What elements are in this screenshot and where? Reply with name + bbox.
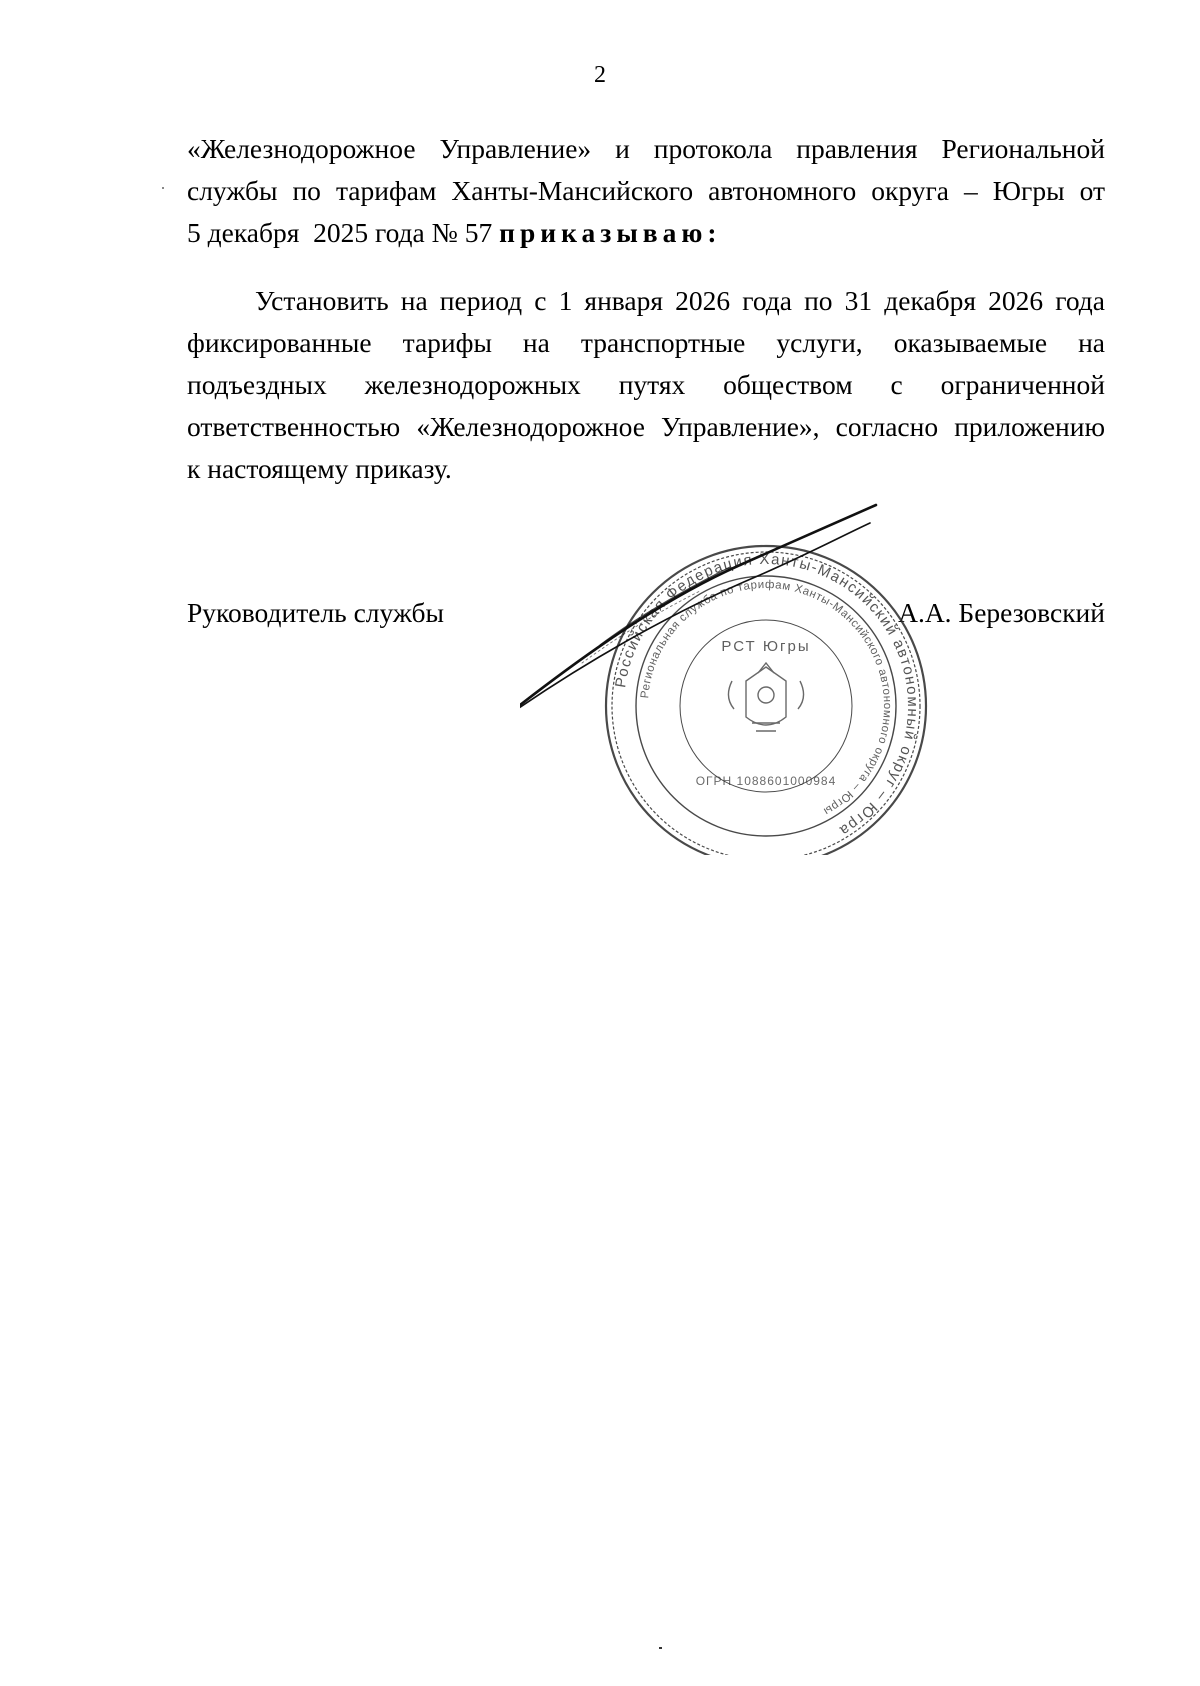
seal-ogrn-text: ОГРН 1088601000984 bbox=[695, 774, 837, 788]
seal-center-text: РСТ Югры bbox=[721, 638, 811, 655]
paragraph-line: к настоящему приказу. bbox=[187, 453, 452, 484]
page-number: 2 bbox=[594, 62, 606, 88]
paragraph-line: «Железнодорожное Управление» и протокола правления Региональной bbox=[187, 133, 1105, 164]
order-keyword: приказываю: bbox=[499, 217, 722, 248]
paragraph-line: подъездных железнодорожных путях обществом с ограниченной bbox=[187, 369, 1105, 400]
paragraph-line bbox=[187, 212, 1105, 254]
page-dot bbox=[659, 1647, 662, 1649]
paragraph-line: службы по тарифам Ханты-Мансийского автономного округа – Югры от bbox=[187, 175, 1105, 206]
handwritten-signature bbox=[520, 505, 876, 727]
seal-inner-text: Региональная служба по тарифам Ханты-Мансийского автономного округа – Югры bbox=[639, 578, 894, 818]
paragraph-line: ответственностью «Железнодорожное Управление», согласно приложению bbox=[187, 411, 1105, 442]
paragraph-preamble bbox=[187, 128, 1105, 254]
seal-outer-text: Российская Федерация Ханты-Мансийский автономный округ – Югра bbox=[612, 550, 922, 840]
paragraph-line: фиксированные тарифы на транспортные услуги, оказываемые на bbox=[187, 327, 1105, 358]
stamp-and-signature bbox=[520, 495, 980, 855]
reference-text: 5 декабря 2025 года № 57 bbox=[187, 217, 500, 248]
paragraph-line: Установить на период с 1 января 2026 года по 31 декабря 2026 года bbox=[255, 285, 1105, 316]
official-seal bbox=[606, 546, 926, 855]
coat-of-arms-icon bbox=[728, 663, 803, 731]
signer-title: Руководитель службы bbox=[187, 597, 445, 628]
margin-mark bbox=[162, 187, 164, 189]
paragraph-order bbox=[187, 280, 1105, 490]
signer-name: А.А. Березовский bbox=[898, 597, 1105, 628]
